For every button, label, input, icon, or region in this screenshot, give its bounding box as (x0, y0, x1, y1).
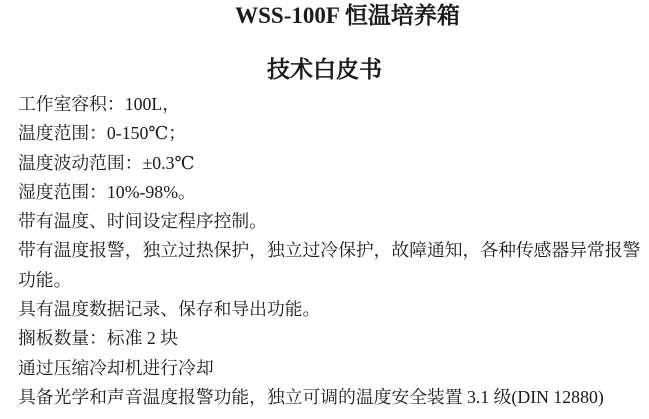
document-subtitle: 技术白皮书 (267, 57, 382, 82)
spec-capacity: 工作室容积：100L， (18, 94, 181, 114)
spec-temperature-fluctuation: 温度波动范围：±0.3℃ (18, 152, 195, 173)
spec-safety-device: 具备光学和声音温度报警功能，独立可调的温度安全装置 3.1 级(DIN 12880) (18, 386, 604, 407)
document-title: WSS-100F 恒温培养箱 (235, 3, 460, 28)
spec-alarm-protection: 带有温度报警，独立过热保护，独立过冷保护，故障通知，各种传感器异常报警 (18, 240, 641, 261)
document-body (0, 90, 649, 412)
spec-cooling-method: 通过压缩冷却机进行冷却 (18, 357, 214, 378)
spec-shelf-count: 搁板数量：标准 2 块 (18, 328, 179, 349)
spec-program-control: 带有温度、时间设定程序控制。 (18, 211, 267, 232)
spec-temperature-range: 温度范围：0-150℃； (18, 123, 187, 144)
spec-humidity-range: 湿度范围：10%-98%。 (18, 181, 196, 202)
spec-data-logging: 具有温度数据记录、保存和导出功能。 (18, 299, 321, 320)
spec-alarm-protection-continued: 功能。 (18, 269, 72, 290)
